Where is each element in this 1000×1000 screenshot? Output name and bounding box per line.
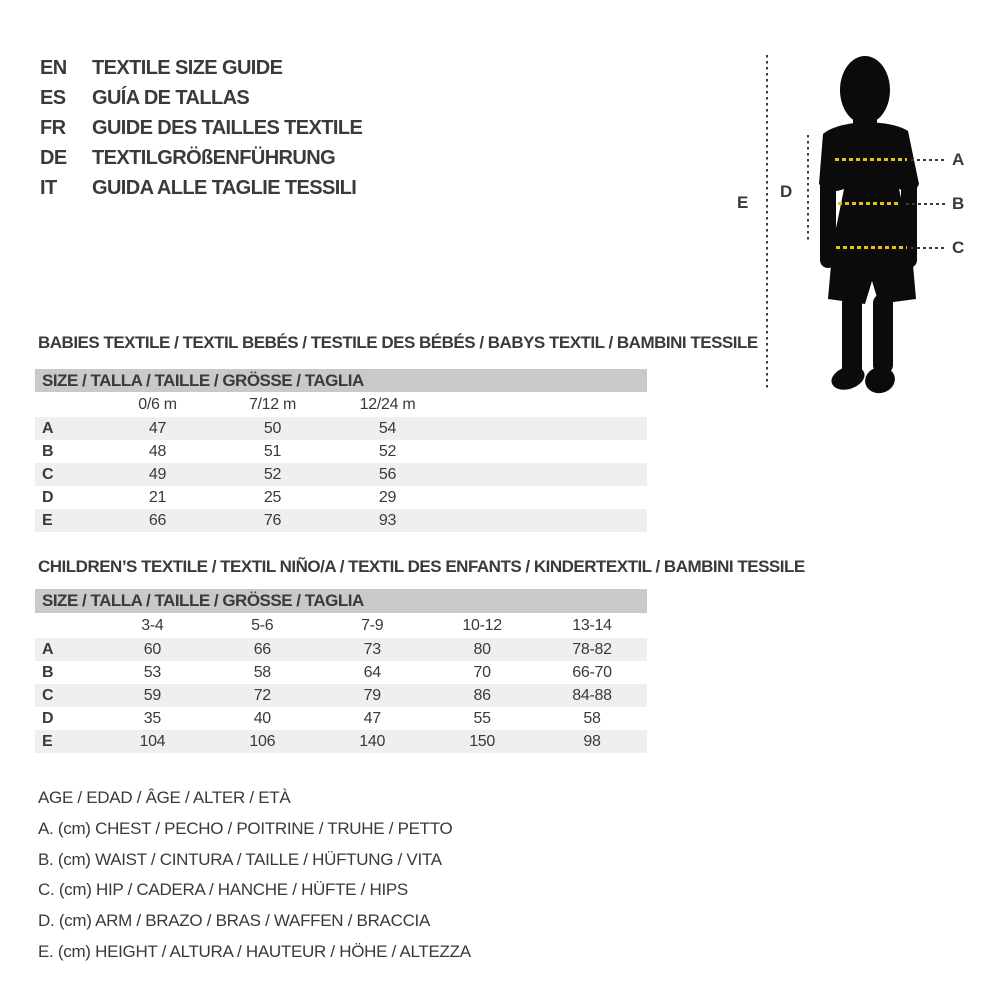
page-title: GUIDA ALLE TAGLIE TESSILI [92, 177, 357, 199]
babies-size-table [35, 333, 758, 532]
title-block [40, 53, 362, 203]
row-label: A [42, 420, 54, 437]
row-label: A [42, 641, 54, 658]
language-code: ES [40, 87, 66, 109]
row-label: D [42, 710, 54, 727]
table-cell: 50 [263, 420, 282, 437]
hip-leader-line [911, 247, 947, 249]
table-row [35, 463, 647, 486]
column-header: 5-6 [251, 617, 274, 634]
arm-guide-line [807, 135, 809, 243]
table-cell: 79 [363, 687, 381, 704]
column-header: 10-12 [462, 617, 502, 634]
row-label: D [42, 489, 54, 506]
table-cell: 21 [148, 489, 167, 506]
row-label: E [42, 733, 53, 750]
waist-leader-line [906, 203, 947, 205]
page-title: GUIDE DES TAILLES TEXTILE [92, 117, 363, 139]
child-silhouette-icon [815, 50, 935, 395]
column-header: 7-9 [361, 617, 384, 634]
size-header-bar: SIZE / TALLA / TAILLE / GRÖSSE / TAGLIA [35, 589, 647, 613]
table-cell: 35 [143, 710, 161, 727]
table-row [35, 417, 647, 440]
column-header: 12/24 m [359, 396, 416, 413]
column-header: 3-4 [141, 617, 164, 634]
table-cell: 53 [143, 664, 161, 681]
table-cell: 140 [359, 733, 386, 750]
table-row [35, 730, 647, 753]
table-row [35, 707, 647, 730]
table-cell: 66 [253, 641, 271, 658]
table-cell: 49 [148, 466, 167, 483]
table-cell: 98 [583, 733, 601, 750]
legend-line-age: AGE / EDAD / ÂGE / ALTER / ETÀ [38, 788, 291, 807]
table-cell: 47 [148, 420, 167, 437]
table-cell: 25 [263, 489, 282, 506]
column-header: 0/6 m [138, 396, 177, 413]
table-cell: 70 [473, 664, 491, 681]
table-row [35, 509, 647, 532]
legend-line-arm: D. (cm) ARM / BRAZO / BRAS / WAFFEN / BRACCIA [38, 911, 431, 931]
figure-label-chest: A [952, 150, 964, 169]
table-cell: 58 [583, 710, 601, 727]
language-row [40, 53, 362, 83]
hip-measure-line [836, 246, 907, 249]
page-title: GUÍA DE TALLAS [92, 87, 250, 109]
waist-measure-line [838, 202, 900, 205]
size-header-bar: SIZE / TALLA / TAILLE / GRÖSSE / TAGLIA [35, 369, 647, 392]
table-cell: 73 [363, 641, 381, 658]
table-cell: 51 [263, 443, 282, 460]
legend [38, 783, 471, 968]
table-cell: 106 [249, 733, 276, 750]
language-row [40, 143, 362, 173]
table-cell: 150 [469, 733, 495, 750]
table-cell: 29 [378, 489, 397, 506]
row-label [35, 392, 100, 417]
chest-leader-line [911, 159, 947, 161]
table-row [35, 661, 647, 684]
section-title: BABIES TEXTILE / TEXTIL BEBÉS / TESTILE DES BÉBÉS / BABYS TEXTIL / BAMBINI TESSILE [38, 333, 758, 352]
row-label: C [42, 687, 54, 704]
figure-label-arm: D [780, 182, 792, 201]
figure-label-waist: B [952, 194, 964, 213]
table-cell: 48 [148, 443, 167, 460]
legend-line-hip: C. (cm) HIP / CADERA / HANCHE / HÜFTE / HIPS [38, 880, 408, 900]
table-cell: 52 [378, 443, 397, 460]
column-header-row [35, 613, 647, 638]
height-guide-line [766, 55, 768, 390]
row-label [35, 613, 97, 638]
column-header-row [35, 392, 647, 417]
table-cell: 78-82 [572, 641, 612, 658]
table-cell: 47 [363, 710, 381, 727]
language-row [40, 173, 362, 203]
table-cell: 54 [378, 420, 397, 437]
table-row [35, 638, 647, 661]
table-cell: 59 [143, 687, 161, 704]
measurement-figure [730, 45, 980, 405]
table-row [35, 440, 647, 463]
language-code: EN [40, 57, 67, 79]
legend-line-chest: A. (cm) CHEST / PECHO / POITRINE / TRUHE / PETTO [38, 818, 453, 838]
table-row [35, 684, 647, 707]
table-cell: 84-88 [572, 687, 612, 704]
chest-measure-line [835, 158, 907, 161]
column-header: 7/12 m [248, 396, 297, 413]
figure-label-hip: C [952, 238, 964, 257]
table-cell: 52 [263, 466, 282, 483]
table-cell: 40 [253, 710, 271, 727]
table-cell: 76 [263, 512, 282, 529]
table-cell: 66-70 [572, 664, 612, 681]
table-cell: 72 [253, 687, 271, 704]
section-title: CHILDREN’S TEXTILE / TEXTIL NIÑO/A / TEXTIL DES ENFANTS / KINDERTEXTIL / BAMBINI TESSILE [38, 557, 805, 576]
row-label: E [42, 512, 53, 529]
table-cell: 66 [148, 512, 167, 529]
children-size-table [35, 557, 805, 753]
table-cell: 104 [139, 733, 166, 750]
legend-line-height: E. (cm) HEIGHT / ALTURA / HAUTEUR / HÖHE / ALTEZZA [38, 941, 471, 961]
table-cell: 86 [473, 687, 491, 704]
column-header: 13-14 [572, 617, 612, 634]
language-row [40, 83, 362, 113]
language-code: IT [40, 177, 57, 199]
legend-line-waist: B. (cm) WAIST / CINTURA / TAILLE / HÜFTUNG / VITA [38, 849, 442, 869]
page-title: TEXTILE SIZE GUIDE [92, 57, 283, 79]
table-cell: 60 [143, 641, 161, 658]
table-cell: 56 [378, 466, 397, 483]
table-cell: 55 [473, 710, 491, 727]
table-cell: 93 [378, 512, 397, 529]
row-label: B [42, 443, 54, 460]
figure-label-height: E [737, 193, 749, 212]
row-label: B [42, 664, 54, 681]
table-row [35, 486, 647, 509]
language-row [40, 113, 362, 143]
table-cell: 64 [363, 664, 381, 681]
table-cell: 58 [253, 664, 271, 681]
language-code: FR [40, 117, 66, 139]
language-code: DE [40, 147, 67, 169]
row-label: C [42, 466, 54, 483]
page-title: TEXTILGRÖßENFÜHRUNG [92, 147, 336, 169]
table-cell: 80 [473, 641, 491, 658]
